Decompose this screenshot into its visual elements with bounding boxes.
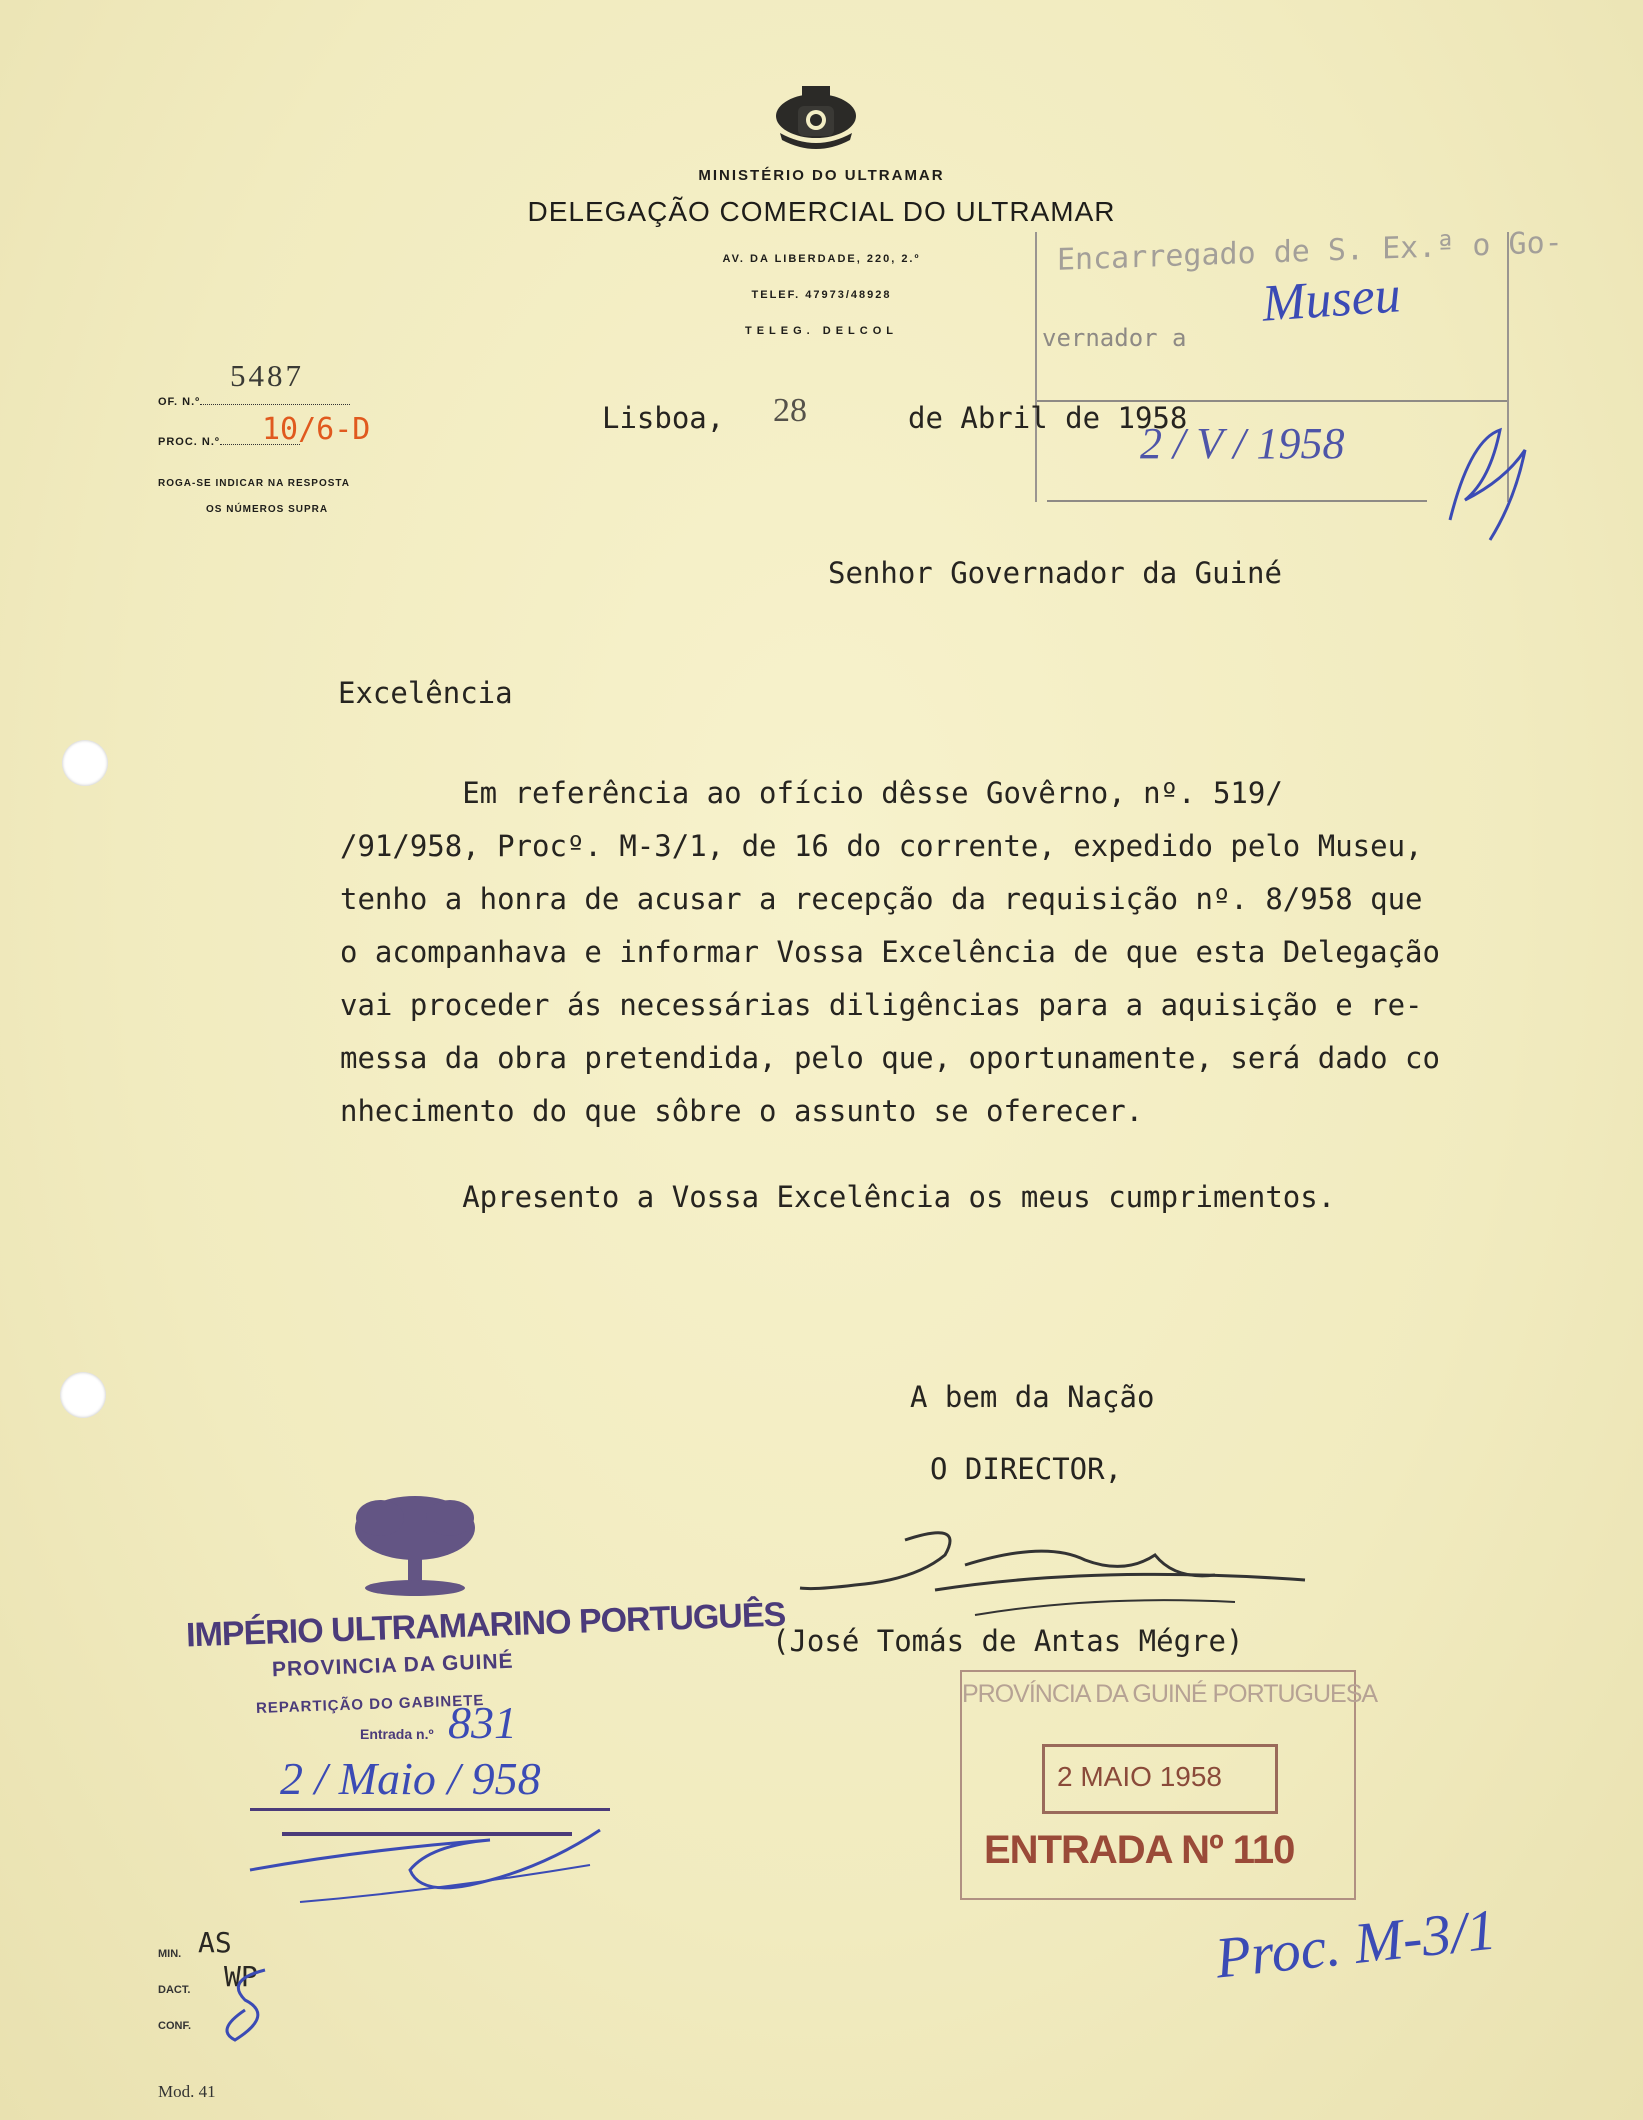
top-stamp-handwritten: Museu xyxy=(1260,266,1403,333)
process-number-value: 10/6-D xyxy=(262,412,371,447)
body-line-4: o acompanhava e informar Vossa Excelência de que esta Delegação xyxy=(340,935,1440,969)
director-title: O DIRECTOR, xyxy=(930,1452,1123,1486)
body-line-1: Em referência ao ofício dêsse Govêrno, nº. 519/ xyxy=(340,776,1283,810)
tree-emblem xyxy=(340,1488,490,1598)
left-stamp-line1: IMPÉRIO ULTRAMARINO PORTUGUÊS xyxy=(185,1595,786,1655)
footer-min-label: MIN. xyxy=(158,1948,182,1960)
footer-initials-scribble xyxy=(205,1960,295,2050)
body-line-5: vai proceder ás necessárias diligências para a aquisição e re- xyxy=(340,988,1423,1022)
initials-signature xyxy=(1430,420,1540,550)
office-number-label xyxy=(158,396,350,408)
reference-note-line2: OS NÚMEROS SUPRA xyxy=(206,504,329,515)
right-stamp-date: 2 MAIO 1958 xyxy=(1057,1761,1222,1792)
ministry-name: MINISTÉRIO DO ULTRAMAR xyxy=(698,167,945,184)
top-stamp-bottom-line xyxy=(1047,500,1427,502)
reference-note-line1: ROGA-SE INDICAR NA RESPOSTA xyxy=(158,478,351,489)
top-stamp-date: 2 / V / 1958 xyxy=(1140,419,1345,468)
process-number-label-text: PROC. N.º xyxy=(158,436,220,448)
phone-line: TELEF. 47973/48928 xyxy=(751,289,892,301)
right-stamp-top: PROVÍNCIA DA GUINÉ PORTUGUESA xyxy=(962,1680,1378,1708)
motto: A bem da Nação xyxy=(910,1380,1155,1414)
body-line-3: tenho a honra de acusar a recepção da requisição nº. 8/958 que xyxy=(340,882,1423,916)
footer-dact-value: WP xyxy=(224,1960,258,1993)
left-stamp-date: 2 / Maio / 958 xyxy=(280,1753,541,1804)
address-line: AV. DA LIBERDADE, 220, 2.º xyxy=(722,253,921,265)
right-stamp-date-box xyxy=(1042,1744,1278,1814)
left-stamp-scribble xyxy=(240,1810,620,1910)
closing-line: Apresento a Vossa Excelência os meus cumprimentos. xyxy=(340,1180,1336,1214)
coat-of-arms-emblem xyxy=(770,78,862,150)
footer-conf-label: CONF. xyxy=(158,2020,191,2032)
director-name: (José Tomás de Antas Mégre) xyxy=(772,1624,1244,1658)
punch-hole-bottom xyxy=(60,1372,106,1418)
left-stamp-entry-number: 831 xyxy=(448,1697,517,1748)
body-line-6: messa da obra pretendida, pelo que, oportunamente, será dado co xyxy=(340,1041,1440,1075)
top-stamp-line2: vernador a xyxy=(1042,324,1187,352)
body-line-2: /91/958, Procº. M-3/1, de 16 do corrente, expedido pelo Museu, xyxy=(340,829,1423,863)
salutation: Excelência xyxy=(338,676,513,710)
process-number-line xyxy=(220,444,300,445)
left-stamp-line3: REPARTIÇÃO DO GABINETE xyxy=(255,1692,485,1717)
office-number-value: 5487 xyxy=(230,358,304,393)
date-day: 28 xyxy=(773,392,807,429)
office-number-label-text: OF. N.º xyxy=(158,396,201,408)
body-line-7: nhecimento do que sôbre o assunto se oferecer. xyxy=(340,1094,1144,1128)
director-signature xyxy=(795,1520,1315,1630)
office-number-line xyxy=(200,404,350,405)
footer-dact-label: DACT. xyxy=(158,1984,191,1996)
footer-min-value: AS xyxy=(198,1926,232,1959)
process-number-label xyxy=(158,436,300,448)
date-rest: de Abril de 1958 xyxy=(908,401,1188,435)
telegraph-line: TELEG. DELCOL xyxy=(745,325,898,337)
punch-hole-top xyxy=(62,740,108,786)
left-stamp-entry-label: Entrada n.º xyxy=(360,1726,434,1742)
form-number: Mod. 41 xyxy=(158,2082,216,2101)
right-stamp-box xyxy=(960,1670,1378,1900)
right-stamp-entry: ENTRADA Nº 110 xyxy=(984,1828,1295,1872)
top-stamp-line1: Encarregado de S. Ex.ª o Go- xyxy=(1057,225,1563,278)
recipient: Senhor Governador da Guiné xyxy=(828,556,1282,590)
delegation-name: DELEGAÇÃO COMERCIAL DO ULTRAMAR xyxy=(527,196,1116,227)
left-stamp-line2: PROVINCIA DA GUINÉ xyxy=(271,1649,514,1682)
right-stamp-handwritten: Proc. M-3/1 xyxy=(1212,1896,1499,1991)
date-prefix: Lisboa, xyxy=(602,401,725,435)
